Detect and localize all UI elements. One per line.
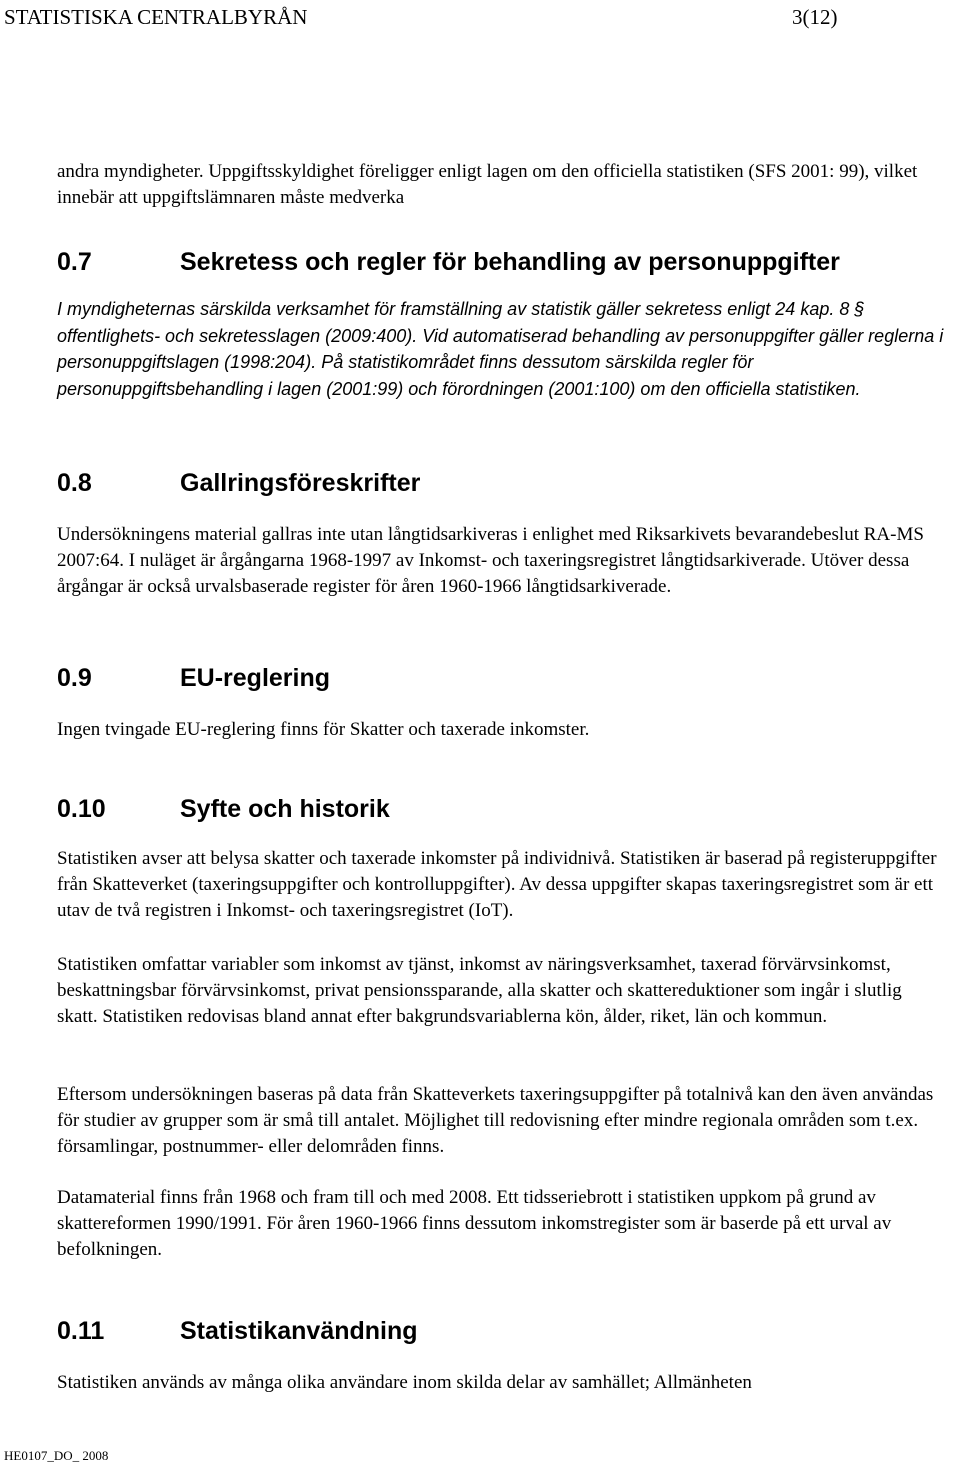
section-heading: Statistikanvändning (180, 1317, 418, 1345)
footer-doc-id: HE0107_DO_ 2008 (4, 1448, 109, 1463)
section-paragraph: Eftersom undersökningen baseras på data från Skatteverkets taxeringsuppgifter på totalnivå kan den även användas för studier av grupper som är små till antalet. Möjlighet till redovisning efter mindre regionala områden som t.ex. församlingar, postnummer- eller delområden finns. (57, 1084, 934, 1157)
section-heading: EU-reglering (180, 664, 331, 692)
section-number: 0.8 (57, 469, 92, 497)
section-paragraph: Ingen tvingade EU-reglering finns för Skatter och taxerade inkomster. (57, 719, 590, 740)
document-header-org: STATISTISKA CENTRALBYRÅN (4, 5, 308, 29)
section-paragraph: Statistiken omfattar variabler som inkomst av tjänst, inkomst av näringsverksamhet, taxerad förvärvsinkomst, beskattningsbar förvärvsinkomst, privat pensionssparande, alla skatter och skattereduktioner som ingår i slutlig skatt. Statistiken redovisas bland annat efter bakgrundsvariablerna kön, ålder, riket, län och kommun. (57, 954, 902, 1027)
page-number: 3(12) (792, 5, 838, 29)
section-number: 0.7 (57, 248, 92, 276)
section-number: 0.11 (57, 1317, 105, 1345)
intro-paragraph: andra myndigheter. Uppgiftsskyldighet föreligger enligt lagen om den officiella statistiken (SFS 2001: 99), vilket innebär att uppgiftslämnaren måste medverka (57, 161, 918, 208)
section-paragraph: Statistiken används av många olika användare inom skilda delar av samhället; Allmänheten (57, 1372, 752, 1393)
section-number: 0.10 (57, 795, 106, 823)
section-paragraph: Datamaterial finns från 1968 och fram till och med 2008. Ett tidsseriebrott i statistiken uppkom på grund av skattereformen 1990/1991. För åren 1960-1966 finns dessutom inkomstregister som är baserde på ett urval av befolkningen. (57, 1187, 892, 1260)
section-paragraph: Undersökningens material gallras inte utan långtidsarkiveras i enlighet med Riksarkivets bevarandebeslut RA-MS 2007:64. I nuläget är årgångarna 1968-1997 av Inkomst- och taxeringsregistret långtidsarkiverade. Utöver dessa årgångar är också urvalsbaserade register för åren 1960-1966 långtidsarkiverade. (57, 524, 924, 597)
section-heading: Gallringsföreskrifter (180, 469, 421, 497)
section-paragraph: Statistiken avser att belysa skatter och taxerade inkomster på individnivå. Statistiken är baserad på registeruppgifter från Skatteverket (taxeringsuppgifter och kontrolluppgifter). Av dessa uppgifter skapas taxeringsregistret som är ett utav de två registren i Inkomst- och taxeringsregistret (IoT). (57, 848, 937, 921)
section-heading: Sekretess och regler för behandling av personuppgifter (180, 248, 840, 276)
section-paragraph: I myndigheternas särskilda verksamhet för framställning av statistik gäller sekretess enligt 24 kap. 8 § offentlighets- och sekretesslagen (2009:400). Vid automatiserad behandling av personuppgifter gäller reglerna i personuppgiftslagen (1998:204). På statistikområdet finns dessutom särskilda regler för personuppgiftsbehandling i lagen (2001:99) och förordningen (2001:100) om den officiella statistiken. (57, 299, 944, 399)
section-heading: Syfte och historik (180, 795, 390, 823)
section-number: 0.9 (57, 664, 92, 692)
